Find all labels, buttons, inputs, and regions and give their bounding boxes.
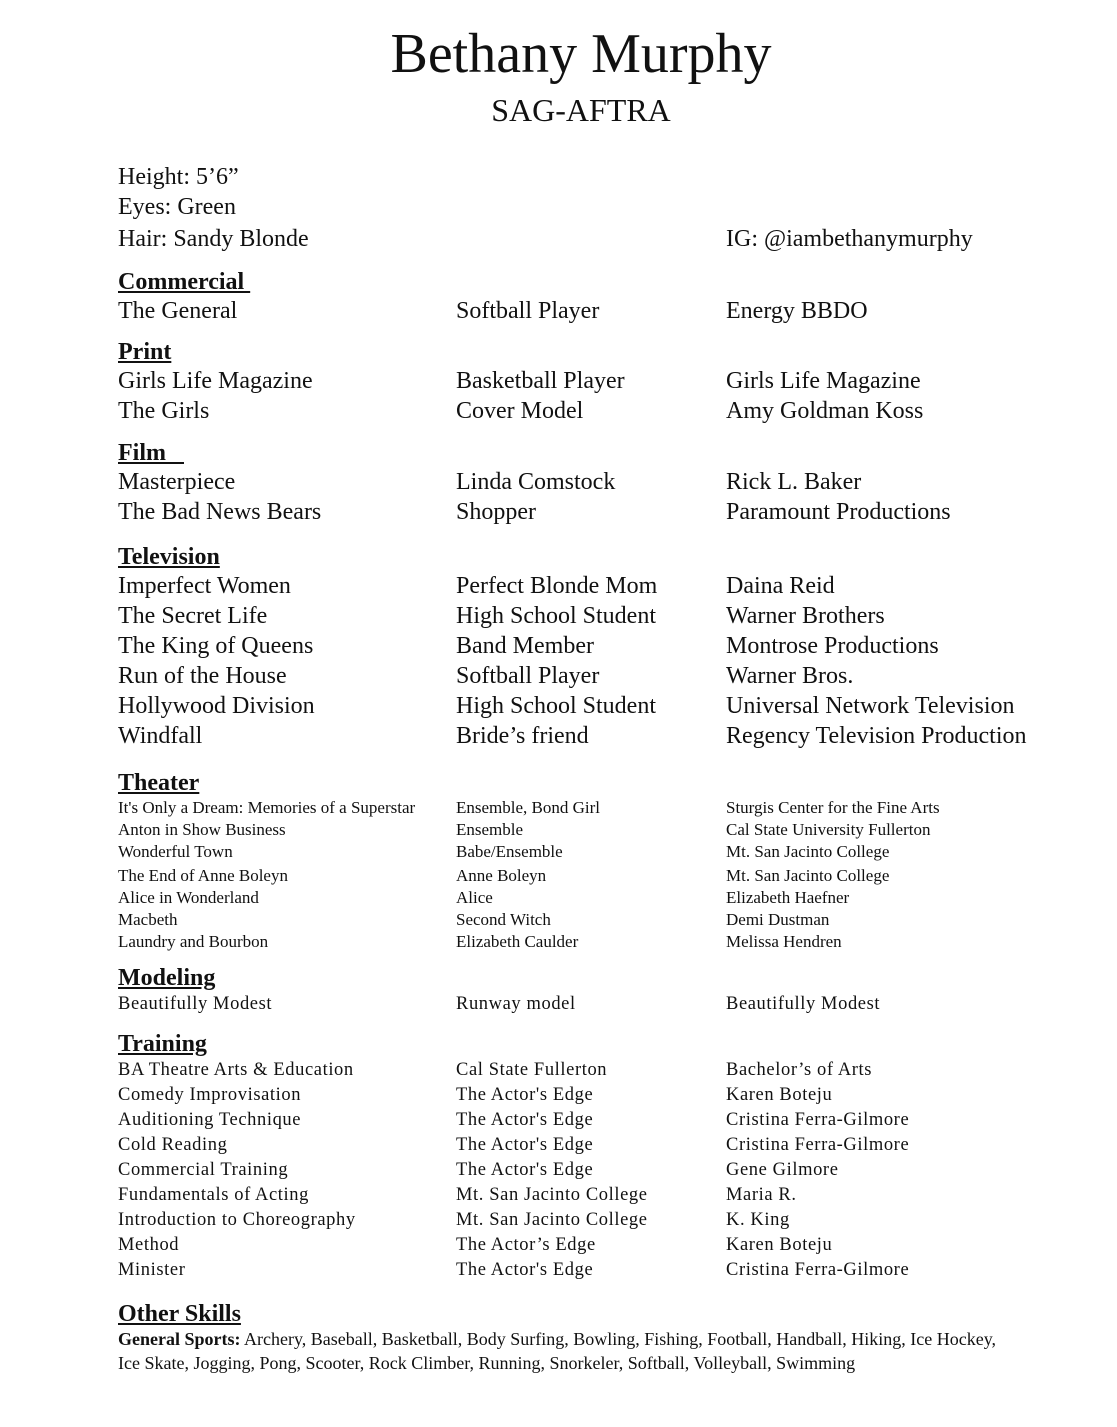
training-row bbox=[118, 1208, 1077, 1233]
training-school: The Actor's Edge bbox=[456, 1260, 594, 1280]
credit-row bbox=[118, 909, 1077, 931]
eyes-stat: Eyes: Green bbox=[118, 194, 236, 220]
credit-title: The Bad News Bears bbox=[118, 499, 322, 525]
credit-role: Band Member bbox=[456, 633, 594, 659]
training-instructor: Cristina Ferra-Gilmore bbox=[726, 1110, 910, 1130]
credit-row bbox=[118, 467, 1077, 497]
credit-row bbox=[118, 366, 1077, 396]
credit-row bbox=[118, 296, 1077, 326]
credit-row bbox=[118, 819, 1077, 841]
credit-title: Laundry and Bourbon bbox=[118, 932, 269, 951]
credit-role: Softball Player bbox=[456, 663, 600, 689]
modeling-section bbox=[118, 964, 1077, 1017]
training-row bbox=[118, 1133, 1077, 1158]
credit-title: The End of Anne Boleyn bbox=[118, 866, 288, 885]
credit-role: Bride’s friend bbox=[456, 723, 589, 749]
credit-row bbox=[118, 396, 1077, 426]
credit-row bbox=[118, 721, 1077, 751]
training-school: The Actor's Edge bbox=[456, 1160, 594, 1180]
training-instructor: Maria R. bbox=[726, 1185, 797, 1205]
credit-role: Softball Player bbox=[456, 298, 600, 324]
commercial-section bbox=[118, 268, 1077, 326]
skills-list: Archery, Baseball, Basketball, Body Surfing, Bowling, Fishing, Football, Handball, Hiking, Ice Hockey, Ice Skate, Jogging, Pong, Scooter, Rock Climber, Running, Snorkeler, Softball, Volleyball, Swimming bbox=[118, 1329, 997, 1373]
credit-role: Babe/Ensemble bbox=[456, 842, 563, 861]
training-course: Cold Reading bbox=[118, 1135, 228, 1155]
skills-label: General Sports: bbox=[118, 1329, 241, 1349]
print-section bbox=[118, 338, 1077, 426]
credit-row bbox=[118, 992, 1077, 1017]
credit-company: Daina Reid bbox=[726, 573, 835, 599]
credit-role: Perfect Blonde Mom bbox=[456, 573, 658, 599]
section-heading-television: Television bbox=[118, 544, 220, 570]
training-school: The Actor's Edge bbox=[456, 1135, 594, 1155]
skills-paragraph bbox=[118, 1327, 1018, 1375]
training-row bbox=[118, 1058, 1077, 1083]
credit-role: Alice bbox=[456, 888, 493, 907]
credit-company: Mt. San Jacinto College bbox=[726, 842, 890, 861]
training-course: Fundamentals of Acting bbox=[118, 1185, 309, 1205]
training-row bbox=[118, 1233, 1077, 1258]
credit-company: Regency Television Production bbox=[726, 723, 1027, 749]
training-instructor: K. King bbox=[726, 1210, 790, 1230]
credit-row bbox=[118, 497, 1077, 527]
credit-company: Girls Life Magazine bbox=[726, 368, 921, 394]
credit-title: Anton in Show Business bbox=[118, 820, 286, 839]
credit-row bbox=[118, 931, 1077, 953]
instagram-handle: IG: @iambethanymurphy bbox=[726, 226, 973, 252]
credit-role: Anne Boleyn bbox=[456, 866, 547, 885]
credit-row bbox=[118, 571, 1077, 601]
credit-row bbox=[118, 887, 1077, 909]
credit-company: Universal Network Television bbox=[726, 693, 1015, 719]
credit-company: Cal State University Fullerton bbox=[726, 820, 931, 839]
credit-row bbox=[118, 631, 1077, 661]
credit-company: Melissa Hendren bbox=[726, 932, 842, 951]
credit-title: Masterpiece bbox=[118, 469, 236, 495]
credit-company: Beautifully Modest bbox=[726, 994, 881, 1014]
credit-company: Sturgis Center for the Fine Arts bbox=[726, 798, 940, 817]
credit-role: High School Student bbox=[456, 603, 657, 629]
credit-title: Beautifully Modest bbox=[118, 994, 273, 1014]
training-course: Comedy Improvisation bbox=[118, 1085, 302, 1105]
credit-title: The Secret Life bbox=[118, 603, 268, 629]
training-school: The Actor's Edge bbox=[456, 1085, 594, 1105]
credit-role: Ensemble bbox=[456, 820, 524, 839]
training-school: Mt. San Jacinto College bbox=[456, 1185, 648, 1205]
credit-title: Macbeth bbox=[118, 910, 178, 929]
hair-stat: Hair: Sandy Blonde bbox=[118, 226, 309, 252]
credit-title: Windfall bbox=[118, 723, 203, 749]
training-course: Method bbox=[118, 1235, 180, 1255]
credit-role: Ensemble, Bond Girl bbox=[456, 798, 601, 817]
training-instructor: Cristina Ferra-Gilmore bbox=[726, 1260, 910, 1280]
credit-row bbox=[118, 865, 1077, 887]
credit-row bbox=[118, 841, 1077, 865]
credit-title: Imperfect Women bbox=[118, 573, 291, 599]
section-heading-training: Training bbox=[118, 1031, 207, 1057]
training-instructor: Bachelor’s of Arts bbox=[726, 1060, 873, 1080]
credit-company: Montrose Productions bbox=[726, 633, 939, 659]
credit-title: Run of the House bbox=[118, 663, 287, 689]
training-course: Auditioning Technique bbox=[118, 1110, 302, 1130]
credit-company: Warner Brothers bbox=[726, 603, 885, 629]
training-school: The Actor's Edge bbox=[456, 1110, 594, 1130]
film-section bbox=[118, 439, 1077, 527]
credit-title: Girls Life Magazine bbox=[118, 368, 313, 394]
credit-company: Demi Dustman bbox=[726, 910, 830, 929]
section-heading-theater: Theater bbox=[118, 770, 200, 796]
credit-title: The Girls bbox=[118, 398, 210, 424]
credit-role: High School Student bbox=[456, 693, 657, 719]
other-skills-section bbox=[118, 1300, 1077, 1328]
credit-role: Linda Comstock bbox=[456, 469, 616, 495]
theater-section bbox=[118, 769, 1077, 953]
training-row bbox=[118, 1183, 1077, 1208]
section-heading-modeling: Modeling bbox=[118, 965, 216, 991]
credit-title: It's Only a Dream: Memories of a Superstar bbox=[118, 798, 416, 817]
training-row bbox=[118, 1108, 1077, 1133]
training-instructor: Cristina Ferra-Gilmore bbox=[726, 1135, 910, 1155]
section-heading-other-skills: Other Skills bbox=[118, 1301, 241, 1327]
credit-row bbox=[118, 797, 1077, 819]
training-instructor: Gene Gilmore bbox=[726, 1160, 839, 1180]
union-affiliation: SAG-AFTRA bbox=[491, 92, 671, 128]
training-course: Introduction to Choreography bbox=[118, 1210, 356, 1230]
training-course: Minister bbox=[118, 1260, 186, 1280]
training-school: Mt. San Jacinto College bbox=[456, 1210, 648, 1230]
credit-role: Basketball Player bbox=[456, 368, 625, 394]
credit-title: The General bbox=[118, 298, 238, 324]
training-instructor: Karen Boteju bbox=[726, 1235, 833, 1255]
training-course: BA Theatre Arts & Education bbox=[118, 1060, 354, 1080]
credit-title: The King of Queens bbox=[118, 633, 314, 659]
credit-row bbox=[118, 601, 1077, 631]
training-course: Commercial Training bbox=[118, 1160, 289, 1180]
credit-company: Amy Goldman Koss bbox=[726, 398, 924, 424]
credit-role: Second Witch bbox=[456, 910, 551, 929]
section-heading-film: Film bbox=[118, 440, 184, 466]
credit-company: Elizabeth Haefner bbox=[726, 888, 850, 907]
credit-title: Wonderful Town bbox=[118, 842, 233, 861]
credit-title: Hollywood Division bbox=[118, 693, 315, 719]
credit-role: Cover Model bbox=[456, 398, 584, 424]
training-row bbox=[118, 1158, 1077, 1183]
credit-row bbox=[118, 691, 1077, 721]
credit-company: Paramount Productions bbox=[726, 499, 951, 525]
television-section bbox=[118, 543, 1077, 751]
training-row bbox=[118, 1083, 1077, 1108]
training-row bbox=[118, 1258, 1077, 1283]
credit-company: Rick L. Baker bbox=[726, 469, 862, 495]
credit-role: Runway model bbox=[456, 994, 576, 1014]
section-heading-print: Print bbox=[118, 339, 172, 365]
height-stat: Height: 5’6” bbox=[118, 164, 239, 190]
training-school: The Actor’s Edge bbox=[456, 1235, 596, 1255]
training-section bbox=[118, 1030, 1077, 1283]
credit-company: Mt. San Jacinto College bbox=[726, 866, 890, 885]
training-instructor: Karen Boteju bbox=[726, 1085, 833, 1105]
credit-role: Shopper bbox=[456, 499, 536, 525]
training-school: Cal State Fullerton bbox=[456, 1060, 608, 1080]
credit-row bbox=[118, 661, 1077, 691]
credit-title: Alice in Wonderland bbox=[118, 888, 259, 907]
actor-name: Bethany Murphy bbox=[390, 23, 772, 85]
credit-role: Elizabeth Caulder bbox=[456, 932, 579, 951]
section-heading-commercial: Commercial bbox=[118, 269, 251, 295]
credit-company: Energy BBDO bbox=[726, 298, 868, 324]
credit-company: Warner Bros. bbox=[726, 663, 854, 689]
